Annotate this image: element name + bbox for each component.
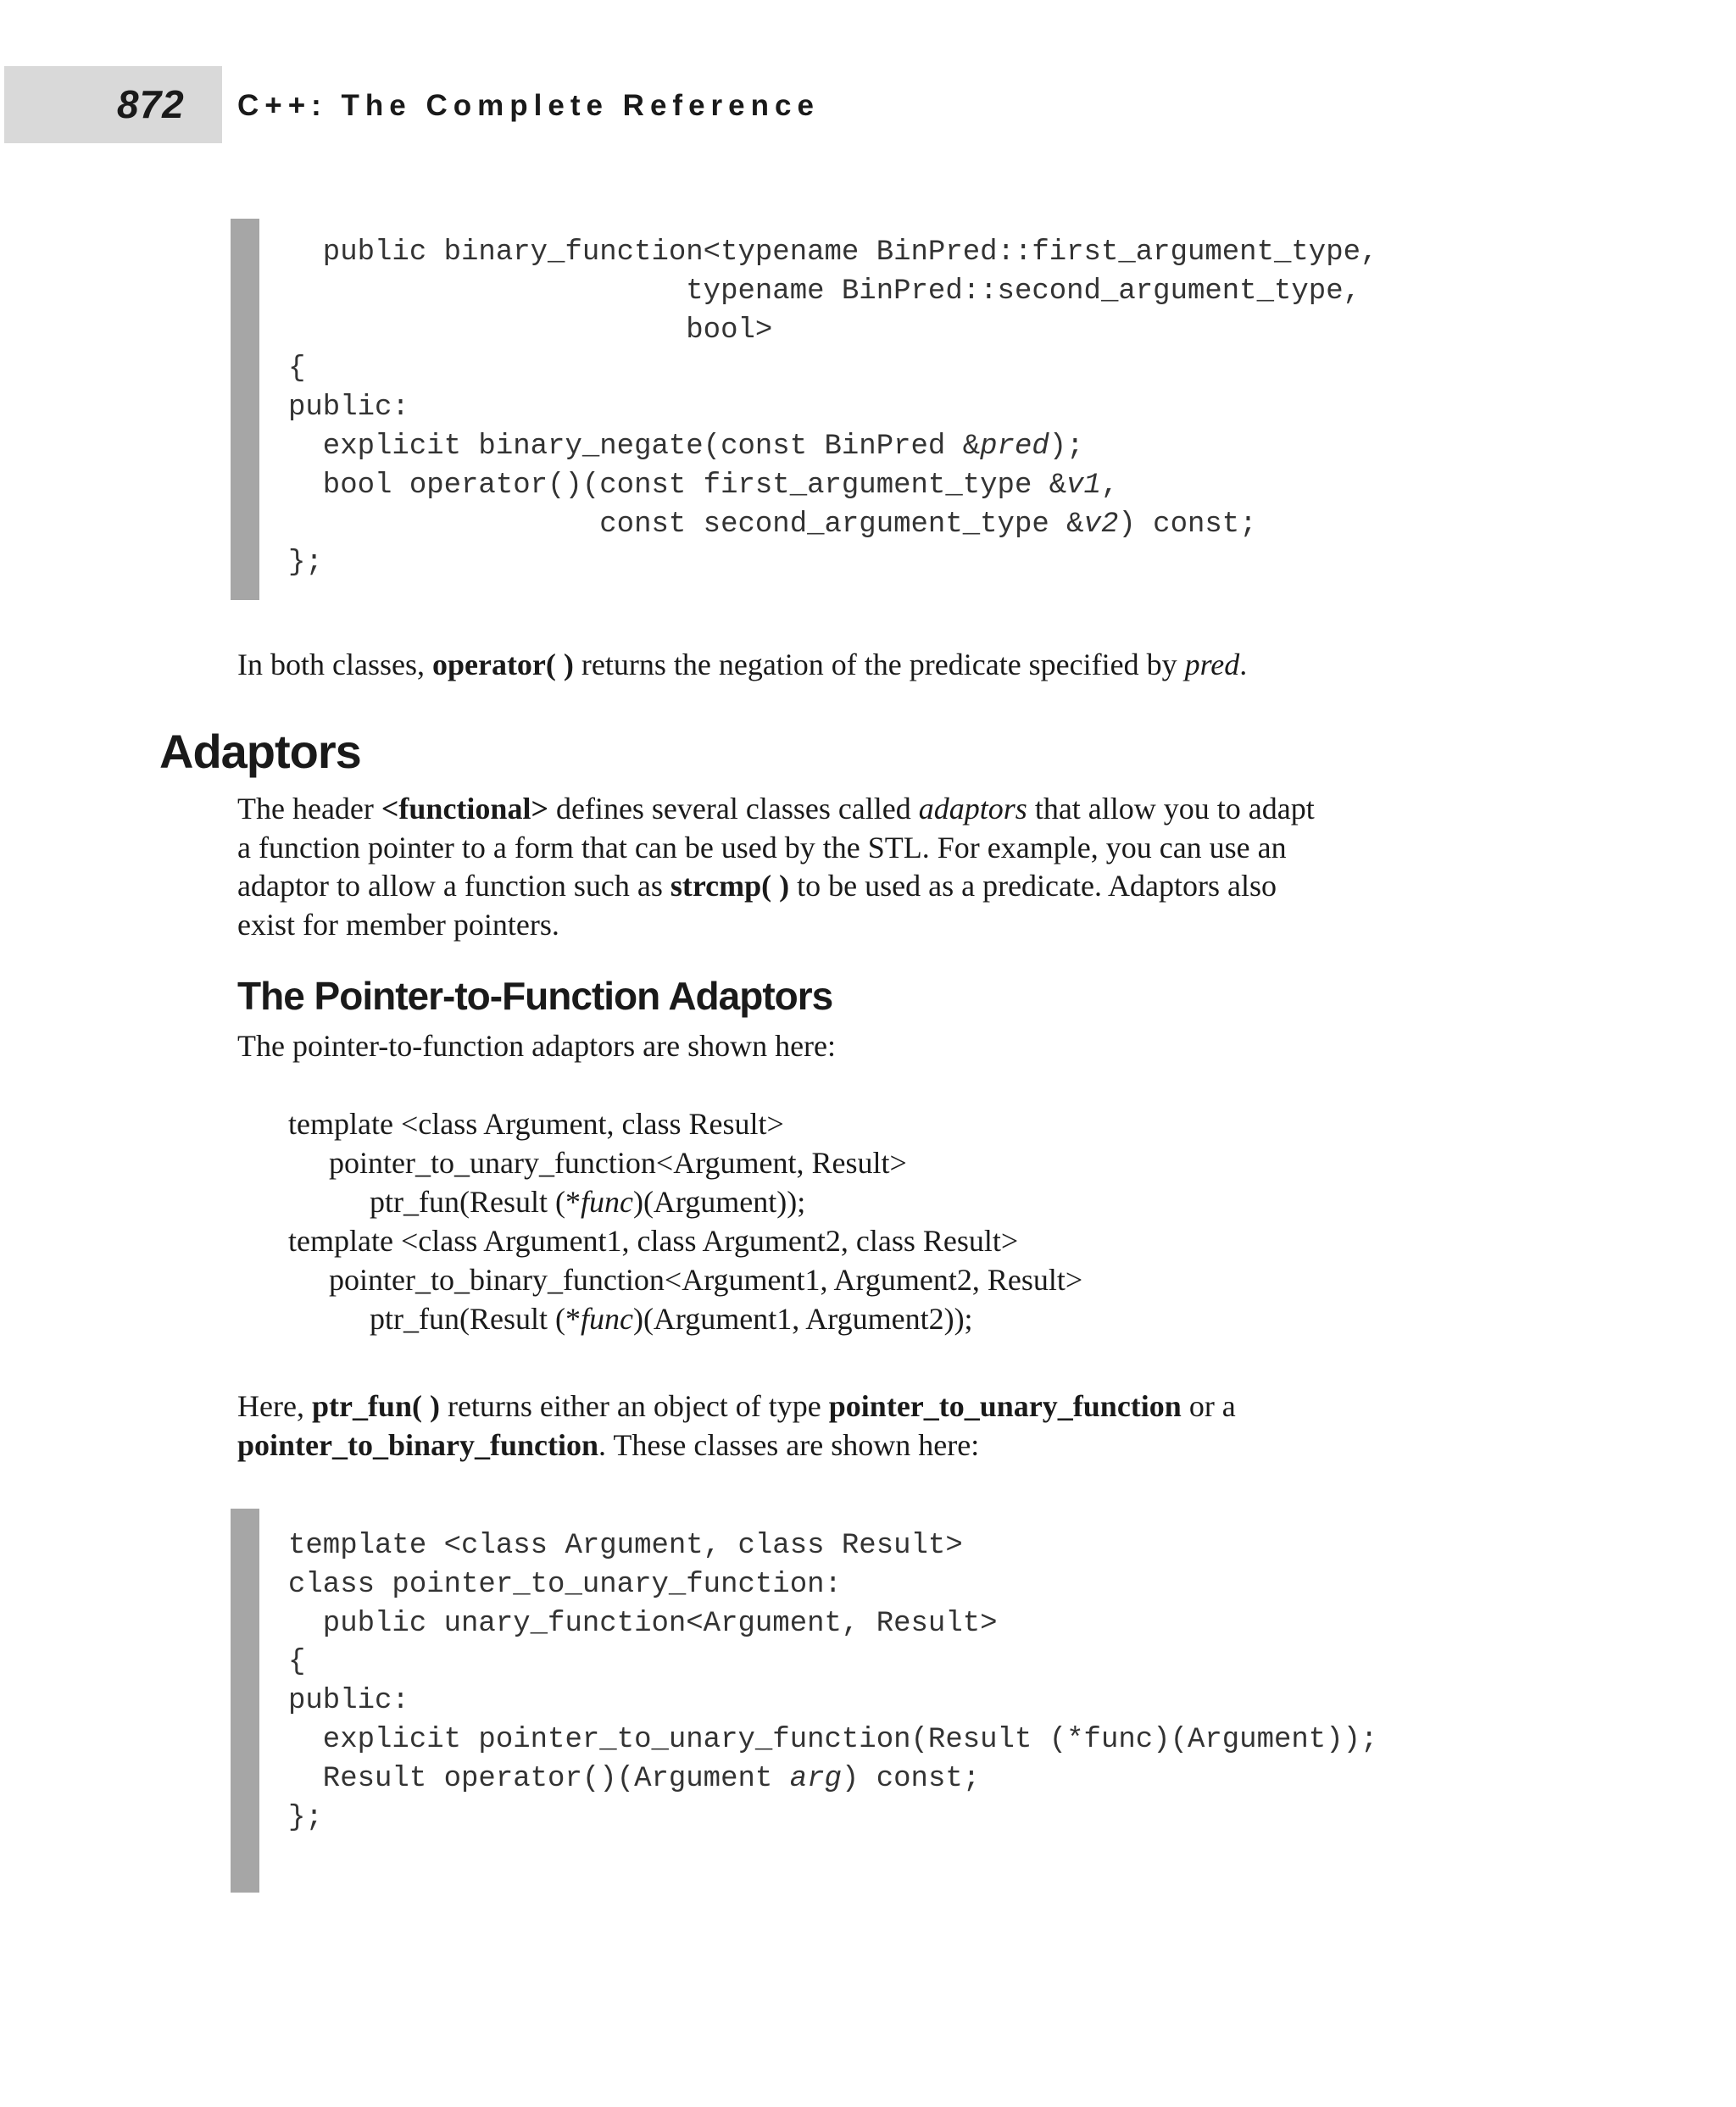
text: .: [1239, 648, 1248, 681]
text: Here,: [237, 1389, 312, 1423]
text-line: a function pointer to a form that can be used by the STL. For example, you can use an: [237, 830, 1287, 864]
text: adaptor to allow a function such as: [237, 869, 670, 903]
code-text: Result operator()(Argument: [288, 1762, 790, 1795]
code-line: [288, 1799, 1377, 1838]
text: defines several classes called: [548, 792, 919, 826]
text: )(Argument));: [632, 1185, 806, 1219]
decl-line: [288, 1299, 1534, 1338]
code-text: template <class Argument, class Result>: [288, 1530, 963, 1562]
code-lines: [288, 234, 1377, 583]
text-line: exist for member pointers.: [237, 907, 559, 942]
code-text: public binary_function<typename BinPred::first_argument_type,: [288, 236, 1378, 269]
code-text: public:: [288, 392, 409, 425]
text: . These classes are shown here:: [598, 1427, 980, 1462]
code-line: [288, 1527, 1377, 1566]
text-line: [237, 867, 1483, 906]
code-lines: [288, 1527, 1377, 1837]
code-line: [288, 234, 1377, 273]
code-text: };: [288, 547, 323, 580]
page-number-box: [4, 66, 222, 143]
code-text: };: [288, 1801, 323, 1834]
code-line: [288, 273, 1377, 312]
code-line: [288, 506, 1377, 545]
paragraph-intro: The pointer-to-function adaptors are shown here:: [237, 1029, 837, 1063]
code-term: pointer_to_unary_function: [828, 1389, 1182, 1423]
code-param: arg: [789, 1762, 842, 1795]
code-line: [288, 312, 1377, 351]
section-heading-adaptors: Adaptors: [159, 725, 361, 778]
text: or a: [1181, 1389, 1236, 1423]
decl-line: template <class Argument1, class Argument2, class Result>: [288, 1224, 1019, 1258]
code-text: const second_argument_type &: [288, 508, 1084, 541]
paragraph-negation: [237, 646, 1483, 685]
decl-line: [288, 1182, 1534, 1221]
code-text: {: [288, 1646, 306, 1679]
code-text: {: [288, 353, 306, 386]
paragraph-adaptors: [237, 790, 1483, 944]
code-param: v1: [1066, 469, 1101, 502]
code-text: explicit pointer_to_unary_function(Result (*func)(Argument));: [288, 1723, 1378, 1756]
text: )(Argument1, Argument2));: [632, 1302, 973, 1336]
italic-term: func: [580, 1302, 633, 1336]
italic-term: adaptors: [918, 792, 1027, 826]
decl-line: pointer_to_binary_function<Argument1, Argument2, Result>: [329, 1263, 1083, 1297]
italic-term: func: [580, 1185, 633, 1219]
subsection-heading-pointer-to-function: The Pointer-to-Function Adaptors: [237, 974, 833, 1018]
code-text: bool>: [288, 314, 773, 347]
code-term: operator( ): [431, 648, 574, 681]
text: that allow you to adapt: [1027, 792, 1315, 826]
code-term: pointer_to_binary_function: [237, 1427, 599, 1462]
text: returns either an object of type: [439, 1389, 829, 1423]
code-param: pred: [980, 430, 1049, 463]
text: In both classes,: [237, 648, 432, 681]
code-line: [288, 389, 1377, 428]
code-line: [288, 544, 1377, 583]
code-param: v2: [1083, 508, 1119, 541]
code-line: [288, 1643, 1377, 1682]
code-text: explicit binary_negate(const BinPred &: [288, 430, 981, 463]
text: ptr_fun(Result (*: [370, 1185, 581, 1219]
code-text: public unary_function<Argument, Result>: [288, 1607, 998, 1640]
code-line: [288, 1682, 1377, 1721]
code-text: ) const;: [1118, 508, 1257, 541]
ptr-fun-declarations: [288, 1104, 1534, 1338]
code-line: [288, 1605, 1377, 1644]
code-text: );: [1049, 430, 1084, 463]
code-block-bar: [231, 219, 259, 600]
code-text: class pointer_to_unary_function:: [288, 1568, 842, 1601]
code-line: [288, 428, 1377, 467]
italic-term: pred: [1184, 648, 1240, 681]
code-line: [288, 1566, 1377, 1605]
code-term: <functional>: [381, 792, 548, 826]
code-text: bool operator()(const first_argument_type &: [288, 469, 1067, 502]
code-text: public:: [288, 1685, 409, 1718]
text-line: [237, 1426, 1483, 1465]
decl-line: pointer_to_unary_function<Argument, Result>: [329, 1146, 907, 1180]
code-line: [288, 350, 1377, 389]
code-line: [288, 467, 1377, 506]
text-line: [237, 790, 1483, 829]
code-term: ptr_fun( ): [311, 1389, 440, 1423]
code-text: typename BinPred::second_argument_type,: [288, 275, 1361, 308]
page-number: 872: [117, 82, 185, 126]
text: to be used as a predicate. Adaptors also: [789, 869, 1277, 903]
text: ptr_fun(Result (*: [370, 1302, 581, 1336]
code-term: strcmp( ): [670, 869, 790, 903]
code-text: ) const;: [841, 1762, 981, 1795]
text: The header: [237, 792, 381, 826]
text: returns the negation of the predicate specified by: [573, 648, 1185, 681]
paragraph-ptr-fun: [237, 1387, 1483, 1465]
code-line: [288, 1721, 1377, 1760]
text-line: [237, 1387, 1483, 1426]
code-text: ,: [1100, 469, 1119, 502]
code-line: [288, 1760, 1377, 1799]
decl-line: template <class Argument, class Result>: [288, 1107, 784, 1141]
running-head: C++: The Complete Reference: [237, 89, 820, 122]
code-block-bar: [231, 1509, 259, 1893]
